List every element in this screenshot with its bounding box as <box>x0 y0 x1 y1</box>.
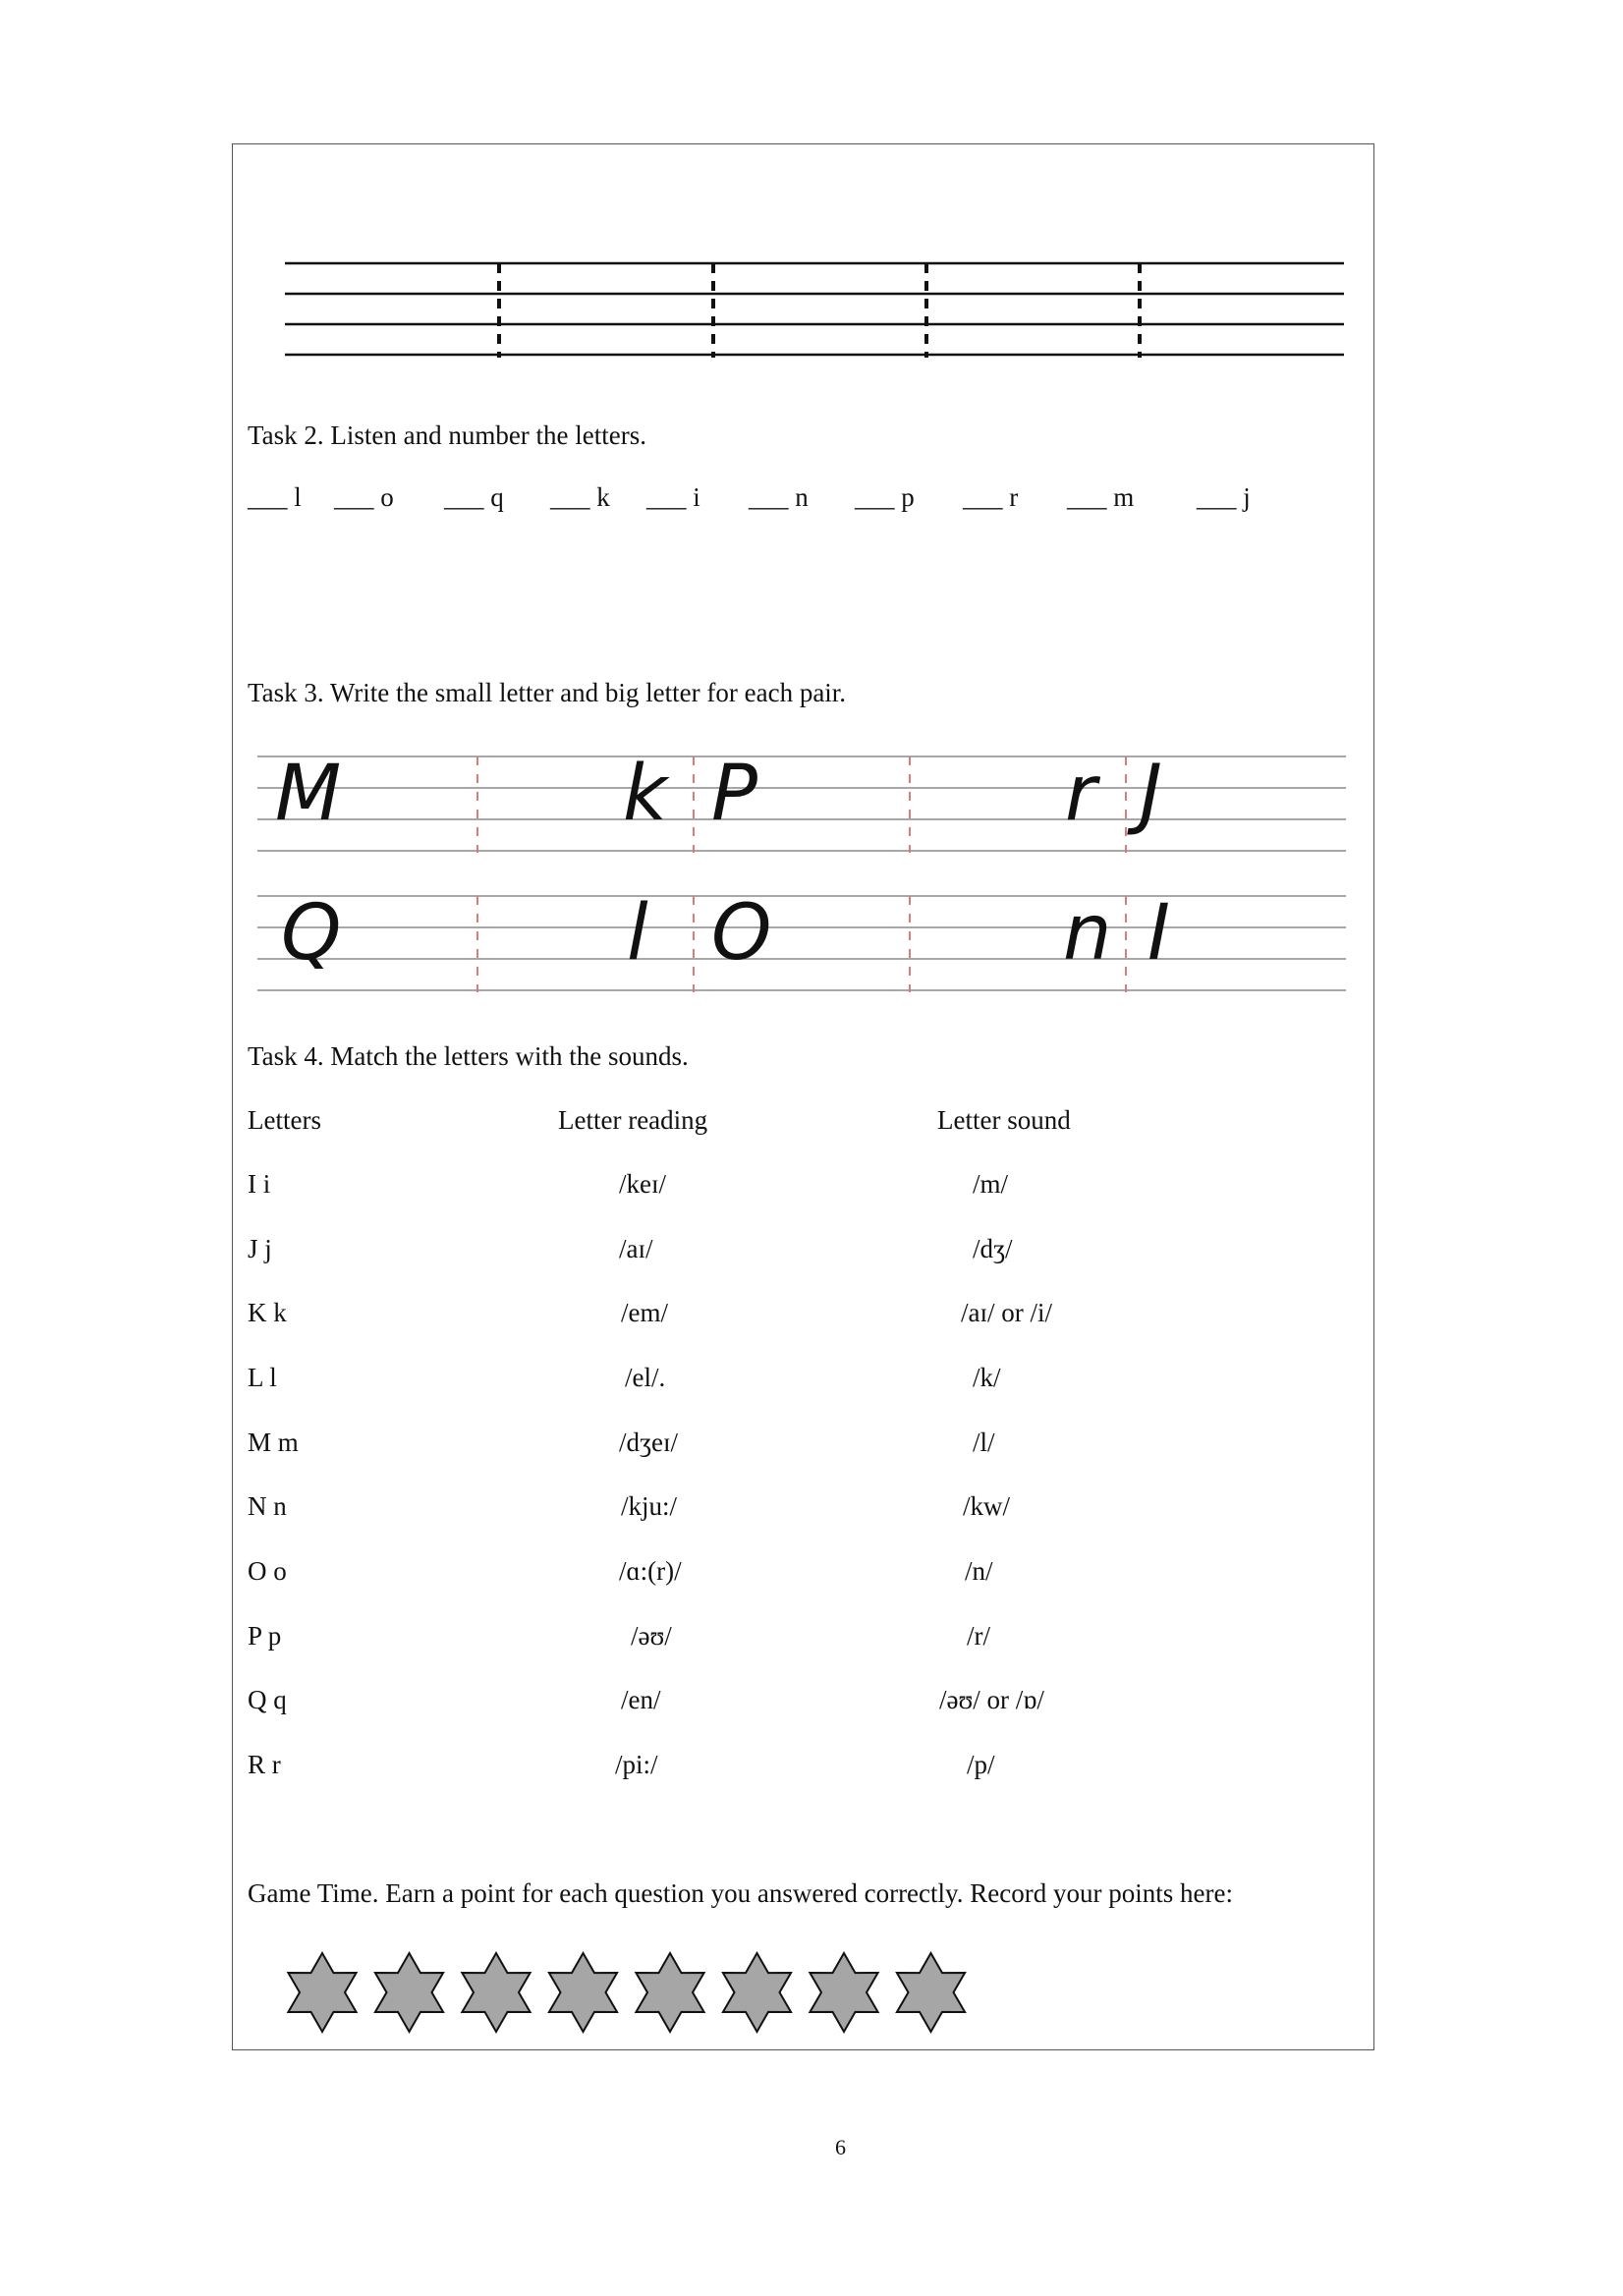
handwriting-practice-grid[interactable] <box>257 747 1350 1002</box>
model-letter-I: I <box>1147 889 1171 978</box>
letter-cell: J j <box>248 1234 272 1263</box>
reading-cell[interactable]: /dʒeɪ/ <box>619 1428 678 1457</box>
sound-cell[interactable]: /l/ <box>973 1428 995 1457</box>
model-letter-O: O <box>711 889 772 978</box>
column-header-letter-sound: Letter sound <box>937 1105 1071 1135</box>
point-star-icon[interactable] <box>549 1953 617 2032</box>
letter-cell: R r <box>248 1750 281 1779</box>
sound-cell[interactable]: /k/ <box>973 1363 1001 1392</box>
letter-cell: Q q <box>248 1685 287 1714</box>
point-star-icon[interactable] <box>810 1953 877 2032</box>
reading-cell[interactable]: /el/. <box>625 1363 666 1392</box>
letter-cell: K k <box>248 1298 287 1327</box>
letter-cell: N n <box>248 1491 287 1521</box>
page-number: 6 <box>835 2135 846 2159</box>
point-star-icon[interactable] <box>636 1953 703 2032</box>
reading-cell[interactable]: /em/ <box>621 1298 668 1327</box>
model-letter-P: P <box>711 750 758 838</box>
letter-cell: L l <box>248 1363 277 1392</box>
number-blank-item[interactable]: ___ i <box>646 482 700 512</box>
reading-cell[interactable]: /en/ <box>621 1685 661 1714</box>
sound-cell[interactable]: /r/ <box>967 1621 990 1651</box>
model-letter-l: l <box>627 889 648 978</box>
letter-cell: O o <box>248 1556 287 1586</box>
reading-cell[interactable]: /pi:/ <box>615 1750 658 1779</box>
number-blank-item[interactable]: ___ q <box>444 482 504 512</box>
model-letter-k: k <box>623 750 668 838</box>
point-star-icon[interactable] <box>288 1953 356 2032</box>
reading-cell[interactable]: /kju:/ <box>621 1491 678 1521</box>
column-header-letters: Letters <box>248 1105 321 1135</box>
point-star-icon[interactable] <box>723 1953 791 2032</box>
sound-cell[interactable]: /kw/ <box>963 1491 1011 1521</box>
number-blank-item[interactable]: ___ r <box>963 482 1019 512</box>
number-blank-item[interactable]: ___ m <box>1067 482 1135 512</box>
point-star-icon[interactable] <box>897 1953 965 2032</box>
letter-cell: M m <box>248 1428 299 1457</box>
sound-cell[interactable]: /dʒ/ <box>973 1234 1013 1263</box>
model-letter-Q: Q <box>281 889 342 978</box>
sound-cell[interactable]: /p/ <box>967 1750 995 1779</box>
reading-cell[interactable]: /keɪ/ <box>619 1169 666 1199</box>
sound-cell[interactable]: /m/ <box>973 1169 1009 1199</box>
handwriting-lines-top <box>285 257 1346 360</box>
number-blank-item[interactable]: ___ p <box>855 482 915 512</box>
task3-title: Task 3. Write the small letter and big letter for each pair. <box>248 678 847 707</box>
model-letter-J: J <box>1140 750 1163 838</box>
sound-cell[interactable]: /aɪ/ or /i/ <box>961 1298 1052 1327</box>
model-letter-n: n <box>1063 889 1112 978</box>
column-header-letter-reading: Letter reading <box>558 1105 708 1135</box>
reading-cell[interactable]: /əʊ/ <box>631 1621 672 1651</box>
reading-cell[interactable]: /ɑ:(r)/ <box>619 1556 682 1586</box>
model-letter-M: M <box>275 750 342 838</box>
number-blank-item[interactable]: ___ n <box>749 482 809 512</box>
model-letter-r: r <box>1065 750 1097 838</box>
number-blank-item[interactable]: ___ j <box>1197 482 1251 512</box>
number-blank-item[interactable]: ___ l <box>248 482 302 512</box>
task4-title: Task 4. Match the letters with the sounds. <box>248 1041 689 1071</box>
letter-cell: I i <box>248 1169 271 1199</box>
number-blank-item[interactable]: ___ o <box>334 482 394 512</box>
task2-title: Task 2. Listen and number the letters. <box>248 420 647 450</box>
point-star-icon[interactable] <box>375 1953 443 2032</box>
reading-cell[interactable]: /aɪ/ <box>619 1234 653 1263</box>
sound-cell[interactable]: /n/ <box>965 1556 993 1586</box>
number-blank-item[interactable]: ___ k <box>550 482 610 512</box>
points-star-row <box>283 1949 990 2038</box>
game-time-text: Game Time. Earn a point for each question you answered correctly. Record your points here: <box>248 1878 1233 1908</box>
point-star-icon[interactable] <box>462 1953 530 2032</box>
letter-cell: P p <box>248 1621 282 1651</box>
sound-cell[interactable]: /əʊ/ or /ɒ/ <box>939 1685 1044 1714</box>
